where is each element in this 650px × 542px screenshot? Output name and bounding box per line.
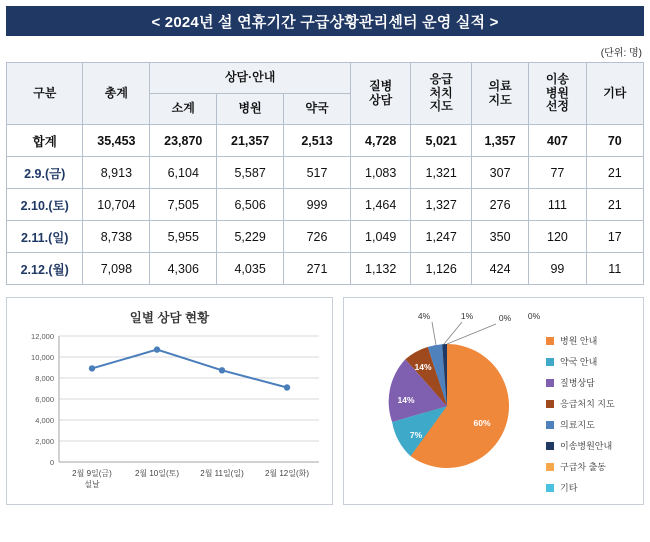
line-chart-title: 일별 상담 현황 (129, 311, 210, 325)
line-chart-gridlines (59, 336, 319, 462)
cell-division: 합계 (7, 125, 83, 157)
charts-row (6, 297, 644, 505)
cell-disease: 1,464 (350, 189, 411, 221)
table-row (7, 189, 644, 221)
legend-swatch-etc (546, 484, 554, 492)
legend-label-etc: 기타 (560, 483, 578, 493)
ytick-label: 6,000 (35, 395, 54, 404)
cell-transfer: 99 (529, 253, 586, 285)
cell-medical: 307 (471, 157, 528, 189)
ytick-label: 10,000 (31, 353, 54, 362)
legend-swatch-emergency (546, 400, 554, 408)
pie-label-emergency: 14% (414, 362, 432, 372)
xtick-sublabel: 설날 (84, 480, 100, 489)
cell-total: 8,913 (83, 157, 150, 189)
pie-label-medical: 4% (417, 311, 431, 321)
legend-label-ambulance: 구급차 출동 (560, 462, 606, 472)
cell-disease: 1,083 (350, 157, 411, 189)
ytick-label: 4,000 (35, 416, 54, 425)
cell-medical: 1,357 (471, 125, 528, 157)
pie-label-hospital: 60% (473, 418, 491, 428)
th-medical (471, 63, 528, 125)
table-row (7, 157, 644, 189)
th-transfer-line2: 병원 (545, 85, 570, 100)
th-transfer (529, 63, 586, 125)
ytick-label: 12,000 (31, 332, 54, 341)
legend-swatch-disease (546, 379, 554, 387)
cell-total: 10,704 (83, 189, 150, 221)
pie-label-disease: 14% (397, 395, 415, 405)
cell-hospital: 5,229 (217, 221, 284, 253)
th-medical-line1: 의료 (488, 78, 512, 93)
line-chart-y-axis (31, 332, 54, 467)
cell-pharmacy: 271 (284, 253, 351, 285)
legend-label-pharmacy: 약국 안내 (560, 357, 598, 367)
cell-subtotal: 7,505 (150, 189, 217, 221)
th-emergency-line3: 지도 (429, 99, 453, 114)
ytick-label: 8,000 (35, 374, 54, 383)
cell-pharmacy: 517 (284, 157, 351, 189)
pie-label-etc: 0% (527, 311, 541, 321)
table-body (7, 125, 644, 285)
cell-emergency: 1,321 (411, 157, 472, 189)
cell-pharmacy: 999 (284, 189, 351, 221)
cell-division: 2.12.(월) (7, 253, 83, 285)
th-emergency-line2: 처치 (429, 85, 453, 100)
th-medical-line2: 지도 (488, 92, 512, 107)
pie-label-transfer: 1% (460, 311, 474, 321)
legend-label-disease: 질병상담 (560, 378, 595, 388)
cell-subtotal: 5,955 (150, 221, 217, 253)
page-title: < 2024년 설 연휴기간 구급상황관리센터 운영 실적 > (6, 6, 644, 36)
th-emergency-line1: 응급 (429, 71, 453, 86)
cell-total: 7,098 (83, 253, 150, 285)
legend-swatch-pharmacy (546, 358, 554, 366)
cell-etc: 21 (586, 157, 643, 189)
ytick-label: 0 (49, 458, 54, 467)
cell-hospital: 4,035 (217, 253, 284, 285)
th-hospital: 병원 (217, 94, 284, 125)
legend-label-transfer: 이송병원안내 (560, 441, 613, 451)
xtick-label: 2월 12일(화) (264, 469, 310, 478)
th-etc: 기타 (586, 63, 643, 125)
cell-disease: 1,132 (350, 253, 411, 285)
th-group-counsel: 상담·안내 (150, 63, 351, 94)
cell-subtotal: 6,104 (150, 157, 217, 189)
data-point (89, 365, 95, 371)
legend-label-emergency: 응급처치 지도 (560, 399, 615, 409)
legend-swatch-medical (546, 421, 554, 429)
cell-transfer: 407 (529, 125, 586, 157)
cell-etc: 17 (586, 221, 643, 253)
th-emergency (411, 63, 472, 125)
cell-disease: 4,728 (350, 125, 411, 157)
statistics-table (6, 62, 644, 285)
th-division: 구분 (7, 63, 83, 125)
th-subtotal: 소계 (150, 94, 217, 125)
cell-etc: 70 (586, 125, 643, 157)
cell-emergency: 1,247 (411, 221, 472, 253)
cell-transfer: 120 (529, 221, 586, 253)
xtick-label: 2월 11일(일) (200, 469, 244, 478)
table-header-row-1 (7, 63, 644, 94)
legend-swatch-ambulance (546, 463, 554, 471)
cell-hospital: 6,506 (217, 189, 284, 221)
table-row (7, 221, 644, 253)
unit-note: (단위: 명) (600, 48, 642, 59)
table-row (7, 253, 644, 285)
cell-hospital: 21,357 (217, 125, 284, 157)
pie-chart-svg (344, 298, 642, 504)
pie-chart-panel (343, 297, 644, 505)
legend-swatch-transfer (546, 442, 554, 450)
th-disease-line2: 상담 (369, 92, 393, 107)
data-point (284, 384, 290, 390)
line-chart-svg (7, 326, 332, 498)
th-pharmacy: 약국 (284, 94, 351, 125)
cell-medical: 276 (471, 189, 528, 221)
xtick-label: 2월 9일(금) (72, 469, 112, 478)
cell-transfer: 111 (529, 189, 586, 221)
cell-division: 2.11.(일) (7, 221, 83, 253)
cell-medical: 350 (471, 221, 528, 253)
data-point (219, 367, 225, 373)
cell-division: 2.10.(토) (7, 189, 83, 221)
table-head (7, 63, 644, 125)
line-chart-panel (6, 297, 333, 505)
table-row (7, 125, 644, 157)
pie-label-pharmacy: 7% (409, 430, 423, 440)
pie-slices (389, 344, 509, 468)
cell-pharmacy: 2,513 (284, 125, 351, 157)
xtick-label: 2월 10일(토) (134, 469, 180, 478)
th-transfer-line1: 이송 (545, 71, 570, 86)
cell-emergency: 1,327 (411, 189, 472, 221)
cell-etc: 21 (586, 189, 643, 221)
data-point (154, 346, 160, 352)
cell-hospital: 5,587 (217, 157, 284, 189)
th-disease-line1: 질병 (369, 78, 393, 93)
pie-legend (546, 335, 615, 493)
cell-medical: 424 (471, 253, 528, 285)
legend-label-hospital: 병원 안내 (560, 336, 598, 346)
pie-label-ambulance: 0% (498, 313, 512, 323)
th-transfer-line3: 선정 (545, 99, 570, 114)
line-chart-x-axis (72, 468, 309, 489)
cell-emergency: 1,126 (411, 253, 472, 285)
cell-subtotal: 23,870 (150, 125, 217, 157)
cell-etc: 11 (586, 253, 643, 285)
cell-pharmacy: 726 (284, 221, 351, 253)
cell-total: 8,738 (83, 221, 150, 253)
cell-disease: 1,049 (350, 221, 411, 253)
th-total: 총계 (83, 63, 150, 125)
line-chart-series (89, 346, 290, 390)
report-page (0, 6, 650, 542)
cell-total: 35,453 (83, 125, 150, 157)
ytick-label: 2,000 (35, 437, 54, 446)
cell-subtotal: 4,306 (150, 253, 217, 285)
cell-division: 2.9.(금) (7, 157, 83, 189)
th-disease (350, 63, 411, 125)
legend-label-medical: 의료지도 (560, 420, 595, 430)
legend-swatch-hospital (546, 337, 554, 345)
cell-transfer: 77 (529, 157, 586, 189)
cell-emergency: 5,021 (411, 125, 472, 157)
